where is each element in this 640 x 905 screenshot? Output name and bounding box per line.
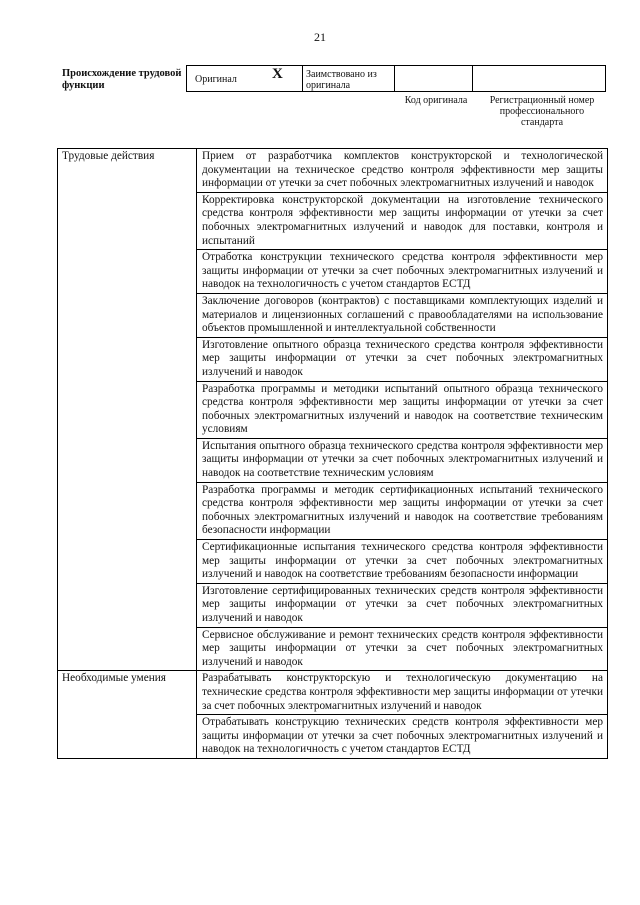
section-title-skills: Необходимые умения [58,671,197,759]
original-label: Оригинал [195,74,237,85]
code-cell [395,66,473,91]
action-item: Изготовление сертифицированных технических средств контроля эффективности мер защиты информации от утечки за счет побочных электромагнитных излучений и наводок [197,583,608,627]
table-body [58,149,608,759]
table-row [58,149,608,193]
action-item: Сервисное обслуживание и ремонт технических средств контроля эффективности мер защиты информации от утечки за счет побочных электромагнитных излучений и наводок [197,627,608,671]
action-item: Отработка конструкции технического средства контроля эффективности мер защиты информации от утечки за счет побочных электромагнитных излучений и наводок на технологичность с учетом стандартов ЕСТД [197,250,608,294]
borrowed-cell: Заимствовано из оригинала [303,66,395,91]
action-item: Разработка программы и методики испытаний опытного образца технического средства контроля эффективности мер защиты информации от утечки за счет побочных электромагнитных излучений и наводок на соответствие техническим условиям [197,381,608,438]
skill-item: Отрабатывать конструкцию технических средств контроля эффективности мер защиты информации от утечки за счет побочных электромагнитных излучений и наводок на технологичность с учетом стандартов ЕСТД [197,715,608,759]
action-item: Разработка программы и методик сертификационных испытаний технического средства контроля эффективности мер защиты информации от утечки за счет побочных электромагнитных излучений и наводок на соответствие требованиям безопасности информации [197,482,608,539]
table-row [58,671,608,715]
action-item: Сертификационные испытания технического средства контроля эффективности мер защиты информации от утечки за счет побочных электромагнитных излучений и наводок на соответствие требованиям безопасности информации [197,540,608,584]
code-caption: Код оригинала [404,95,468,106]
original-cell [187,66,303,91]
section-title-actions: Трудовые действия [58,149,197,671]
reg-number-cell [473,66,605,91]
origin-label: Происхождение трудовой функции [62,68,182,91]
action-item: Корректировка конструкторской документации на изготовление технического средства контроля эффективности мер защиты информации от утечки за счет побочных электромагнитных излучений и наводок для поставки, контроля и испытаний [197,192,608,249]
action-item: Заключение договоров (контрактов) с поставщиками комплектующих изделий и материалов и лицензионных соглашений с правообладателями на использование объектов промышленной и интеллектуальной собственности [197,293,608,337]
origin-table [186,65,606,92]
action-item: Изготовление опытного образца технического средства контроля эффективности мер защиты информации от утечки за счет побочных электромагнитных излучений и наводок [197,337,608,381]
page-number: 21 [314,30,326,44]
original-mark: X [272,66,283,82]
skill-item: Разрабатывать конструкторскую и технологическую документацию на технические средства контроля эффективности мер защиты информации от утечки за счет побочных электромагнитных излучений и наводок [197,671,608,715]
action-item: Прием от разработчика комплектов конструкторской и технологической документации на техническое средство контроля эффективности мер защиты информации от утечки за счет побочных электромагнитных излучений и наводок [197,149,608,193]
action-item: Испытания опытного образца технического средства контроля эффективности мер защиты информации от утечки за счет побочных электромагнитных излучений и наводок на соответствие техническим условиям [197,438,608,482]
labor-function-table [57,148,608,759]
reg-number-caption: Регистрационный номер профессионального стандарта [489,95,595,128]
